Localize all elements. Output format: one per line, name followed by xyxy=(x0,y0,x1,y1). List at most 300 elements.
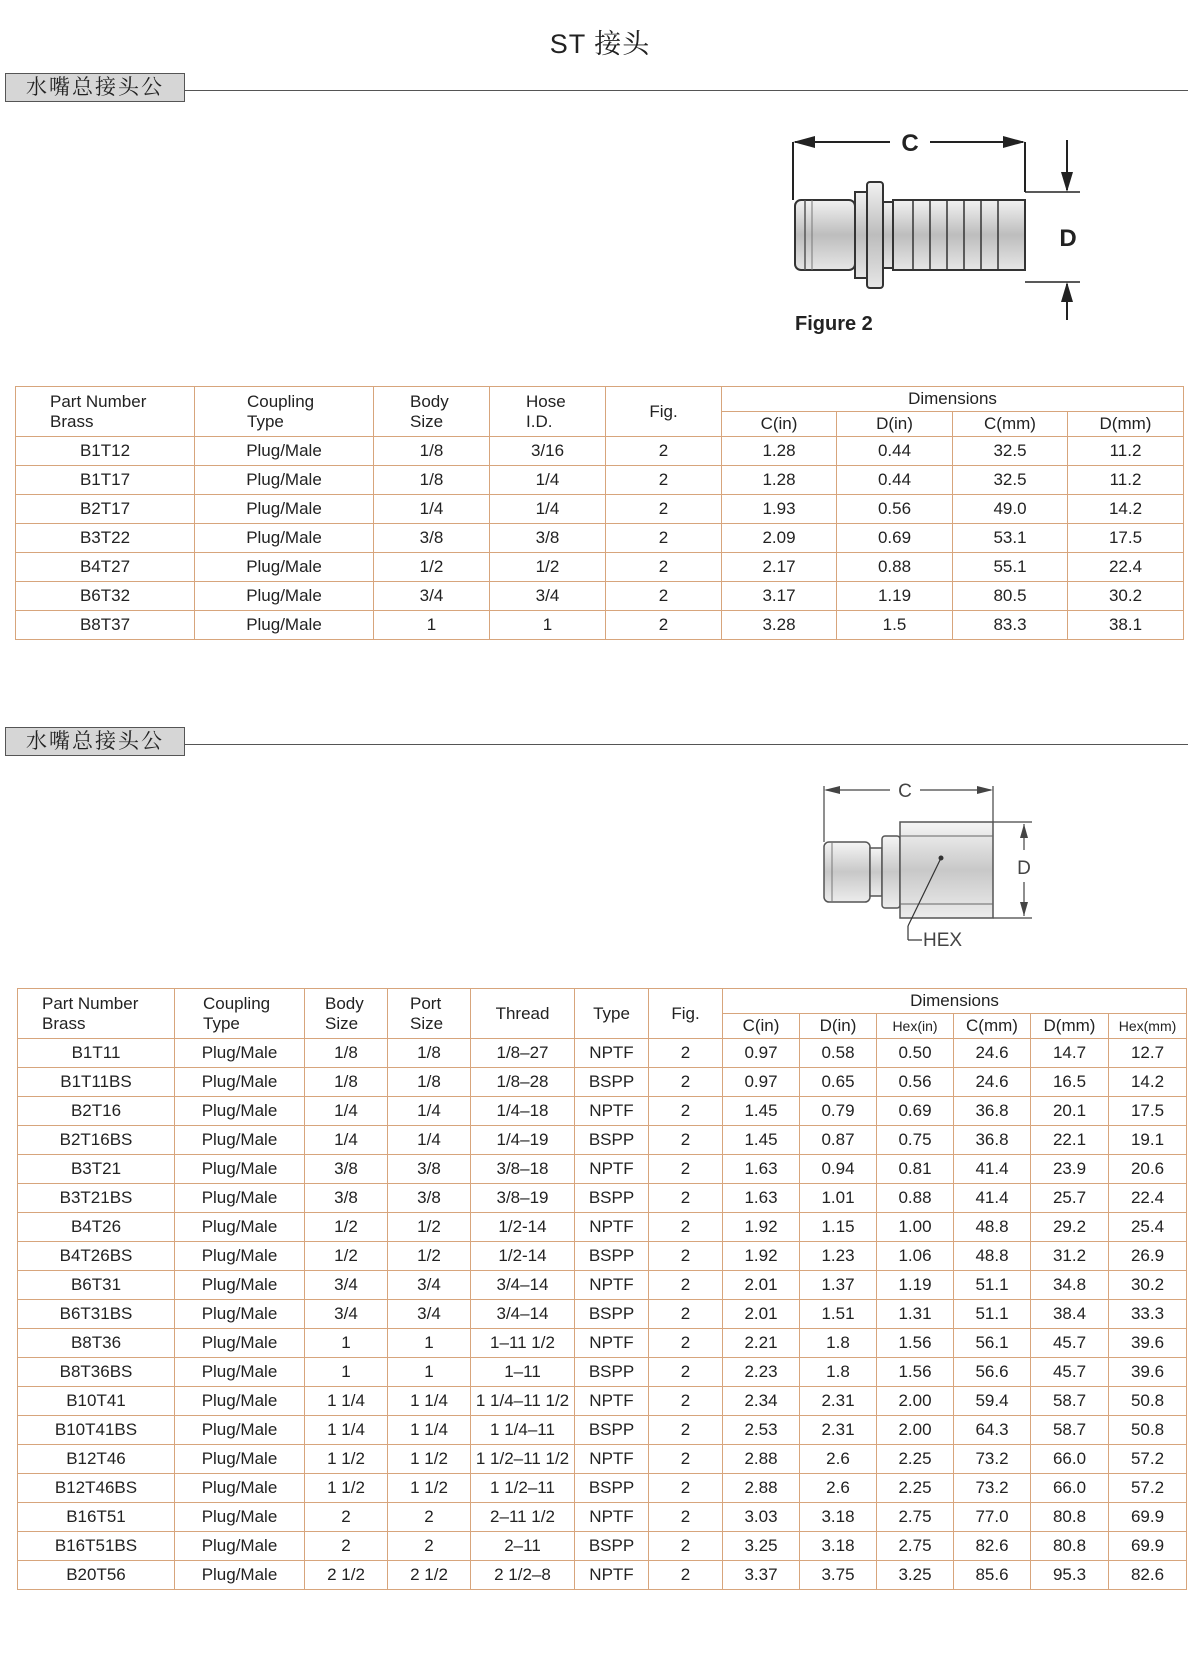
cell-fig: 2 xyxy=(606,611,722,640)
cell-coupling-type: Plug/Male xyxy=(195,582,374,611)
cell-d-mm: 34.8 xyxy=(1031,1271,1109,1300)
spec-table-2 xyxy=(17,988,1187,1590)
cell-part-number: B3T22 xyxy=(16,524,195,553)
cell-c-in: 2.23 xyxy=(723,1358,800,1387)
cell-part-number: B2T17 xyxy=(16,495,195,524)
cell-fig: 2 xyxy=(649,1532,723,1561)
cell-d-mm: 22.1 xyxy=(1031,1126,1109,1155)
cell-coupling-type: Plug/Male xyxy=(175,1068,305,1097)
cell-hex-mm: 12.7 xyxy=(1109,1039,1187,1068)
cell-port-size: 1 1/2 xyxy=(388,1445,471,1474)
cell-coupling-type: Plug/Male xyxy=(175,1387,305,1416)
table-row xyxy=(18,1416,1187,1445)
cell-d-in: 2.31 xyxy=(800,1416,877,1445)
cell-fig: 2 xyxy=(649,1561,723,1590)
cell-d-in: 0.58 xyxy=(800,1039,877,1068)
cell-port-size: 2 1/2 xyxy=(388,1561,471,1590)
cell-d-in: 2.31 xyxy=(800,1387,877,1416)
cell-coupling-type: Plug/Male xyxy=(175,1271,305,1300)
female-port-plug-diagram xyxy=(810,770,1050,960)
cell-thread: 1–11 1/2 xyxy=(471,1329,575,1358)
table-row xyxy=(18,1300,1187,1329)
table-row xyxy=(18,1271,1187,1300)
section-divider-1 xyxy=(185,90,1188,91)
header-coupling-type: Coupling Type xyxy=(175,989,305,1039)
cell-port-size: 1 1/4 xyxy=(388,1416,471,1445)
cell-coupling-type: Plug/Male xyxy=(175,1184,305,1213)
cell-port-size: 1/4 xyxy=(388,1126,471,1155)
cell-part-number: B1T11 xyxy=(18,1039,175,1068)
cell-thread: 1/8–27 xyxy=(471,1039,575,1068)
cell-hex-mm: 25.4 xyxy=(1109,1213,1187,1242)
cell-port-size: 1/2 xyxy=(388,1242,471,1271)
cell-fig: 2 xyxy=(606,582,722,611)
cell-fig: 2 xyxy=(649,1329,723,1358)
cell-c-in: 3.28 xyxy=(722,611,837,640)
cell-thread: 1/2-14 xyxy=(471,1242,575,1271)
cell-d-in: 0.94 xyxy=(800,1155,877,1184)
cell-c-mm: 41.4 xyxy=(954,1155,1031,1184)
cell-fig: 2 xyxy=(606,466,722,495)
cell-coupling-type: Plug/Male xyxy=(195,524,374,553)
cell-thread: 3/8–18 xyxy=(471,1155,575,1184)
cell-fig: 2 xyxy=(649,1097,723,1126)
cell-hex-in: 2.25 xyxy=(877,1445,954,1474)
cell-hose-id: 1/4 xyxy=(490,466,606,495)
cell-hex-in: 0.69 xyxy=(877,1097,954,1126)
cell-c-in: 2.17 xyxy=(722,553,837,582)
figure-2-label-d: D xyxy=(1059,225,1077,252)
cell-port-size: 1/8 xyxy=(388,1039,471,1068)
cell-body-size: 3/8 xyxy=(305,1184,388,1213)
cell-d-in: 2.6 xyxy=(800,1474,877,1503)
cell-hex-in: 2.25 xyxy=(877,1474,954,1503)
header-d-in: D(in) xyxy=(800,1014,877,1039)
cell-hex-mm: 57.2 xyxy=(1109,1474,1187,1503)
cell-type: NPTF xyxy=(575,1097,649,1126)
cell-port-size: 1 xyxy=(388,1358,471,1387)
header-dimensions: Dimensions xyxy=(722,387,1184,412)
cell-d-mm: 95.3 xyxy=(1031,1561,1109,1590)
cell-d-mm: 23.9 xyxy=(1031,1155,1109,1184)
cell-hex-mm: 33.3 xyxy=(1109,1300,1187,1329)
header-type: Type xyxy=(575,989,649,1039)
cell-body-size: 3/8 xyxy=(305,1155,388,1184)
cell-body-size: 1/4 xyxy=(305,1097,388,1126)
cell-thread: 1/8–28 xyxy=(471,1068,575,1097)
table-row xyxy=(16,582,1184,611)
cell-body-size: 1/4 xyxy=(374,495,490,524)
table-row xyxy=(18,1561,1187,1590)
table-row xyxy=(18,1329,1187,1358)
cell-body-size: 1/8 xyxy=(374,437,490,466)
cell-part-number: B6T32 xyxy=(16,582,195,611)
table-row xyxy=(18,1097,1187,1126)
cell-c-mm: 24.6 xyxy=(954,1068,1031,1097)
header-part-number: Part Number Brass xyxy=(18,989,175,1039)
figure-3-label-c: C xyxy=(898,781,912,802)
cell-hex-in: 0.56 xyxy=(877,1068,954,1097)
header-port-size: Port Size xyxy=(388,989,471,1039)
table-row xyxy=(16,611,1184,640)
cell-hex-mm: 14.2 xyxy=(1109,1068,1187,1097)
cell-d-in: 1.37 xyxy=(800,1271,877,1300)
cell-body-size: 1/8 xyxy=(305,1039,388,1068)
section-divider-2 xyxy=(185,744,1188,745)
cell-thread: 3/4–14 xyxy=(471,1300,575,1329)
cell-coupling-type: Plug/Male xyxy=(175,1561,305,1590)
cell-d-in: 0.79 xyxy=(800,1097,877,1126)
figure-2-diagram xyxy=(770,120,1100,350)
cell-c-in: 1.45 xyxy=(723,1097,800,1126)
cell-body-size: 1 1/2 xyxy=(305,1445,388,1474)
cell-part-number: B1T12 xyxy=(16,437,195,466)
cell-c-mm: 85.6 xyxy=(954,1561,1031,1590)
cell-c-mm: 56.1 xyxy=(954,1329,1031,1358)
cell-hex-mm: 22.4 xyxy=(1109,1184,1187,1213)
cell-c-in: 2.21 xyxy=(723,1329,800,1358)
cell-hose-id: 1 xyxy=(490,611,606,640)
female-port-plug-drawing xyxy=(810,770,1050,960)
cell-fig: 2 xyxy=(606,495,722,524)
cell-fig: 2 xyxy=(649,1358,723,1387)
cell-thread: 1 1/4–11 1/2 xyxy=(471,1387,575,1416)
cell-hex-in: 2.75 xyxy=(877,1503,954,1532)
cell-c-in: 1.63 xyxy=(723,1155,800,1184)
cell-c-mm: 36.8 xyxy=(954,1097,1031,1126)
cell-type: NPTF xyxy=(575,1561,649,1590)
cell-d-in: 0.88 xyxy=(837,553,953,582)
cell-c-in: 1.63 xyxy=(723,1184,800,1213)
cell-body-size: 3/4 xyxy=(374,582,490,611)
cell-part-number: B12T46BS xyxy=(18,1474,175,1503)
cell-type: NPTF xyxy=(575,1271,649,1300)
table-row xyxy=(18,1126,1187,1155)
table-row xyxy=(18,1242,1187,1271)
cell-d-in: 1.19 xyxy=(837,582,953,611)
cell-port-size: 1/4 xyxy=(388,1097,471,1126)
table-row xyxy=(18,1184,1187,1213)
cell-c-mm: 51.1 xyxy=(954,1300,1031,1329)
cell-body-size: 2 1/2 xyxy=(305,1561,388,1590)
cell-coupling-type: Plug/Male xyxy=(175,1503,305,1532)
cell-c-mm: 41.4 xyxy=(954,1184,1031,1213)
cell-d-mm: 17.5 xyxy=(1068,524,1184,553)
cell-coupling-type: Plug/Male xyxy=(195,466,374,495)
cell-body-size: 1 xyxy=(374,611,490,640)
cell-d-mm: 29.2 xyxy=(1031,1213,1109,1242)
cell-d-mm: 25.7 xyxy=(1031,1184,1109,1213)
cell-d-in: 1.01 xyxy=(800,1184,877,1213)
table-row xyxy=(18,1155,1187,1184)
cell-d-in: 0.44 xyxy=(837,466,953,495)
cell-fig: 2 xyxy=(649,1271,723,1300)
cell-body-size: 1/2 xyxy=(374,553,490,582)
cell-part-number: B3T21BS xyxy=(18,1184,175,1213)
cell-fig: 2 xyxy=(606,524,722,553)
cell-d-in: 3.75 xyxy=(800,1561,877,1590)
cell-body-size: 3/4 xyxy=(305,1300,388,1329)
cell-d-mm: 11.2 xyxy=(1068,437,1184,466)
header-d-mm: D(mm) xyxy=(1031,1014,1109,1039)
cell-type: BSPP xyxy=(575,1242,649,1271)
cell-c-mm: 53.1 xyxy=(953,524,1068,553)
cell-part-number: B6T31BS xyxy=(18,1300,175,1329)
cell-hex-mm: 19.1 xyxy=(1109,1126,1187,1155)
cell-d-mm: 80.8 xyxy=(1031,1503,1109,1532)
page-title: ST 接头 xyxy=(549,29,651,59)
cell-c-mm: 73.2 xyxy=(954,1445,1031,1474)
cell-hex-in: 1.00 xyxy=(877,1213,954,1242)
cell-hex-mm: 39.6 xyxy=(1109,1358,1187,1387)
cell-hex-in: 3.25 xyxy=(877,1561,954,1590)
header-body-size: Body Size xyxy=(374,387,490,437)
header-c-in: C(in) xyxy=(722,412,837,437)
cell-type: BSPP xyxy=(575,1532,649,1561)
cell-d-in: 2.6 xyxy=(800,1445,877,1474)
cell-c-in: 2.53 xyxy=(723,1416,800,1445)
cell-fig: 2 xyxy=(649,1503,723,1532)
cell-thread: 1 1/2–11 1/2 xyxy=(471,1445,575,1474)
cell-part-number: B1T17 xyxy=(16,466,195,495)
cell-port-size: 3/4 xyxy=(388,1300,471,1329)
cell-fig: 2 xyxy=(649,1213,723,1242)
cell-body-size: 1 1/4 xyxy=(305,1416,388,1445)
cell-fig: 2 xyxy=(649,1474,723,1503)
cell-part-number: B16T51BS xyxy=(18,1532,175,1561)
cell-part-number: B1T11BS xyxy=(18,1068,175,1097)
cell-body-size: 2 xyxy=(305,1532,388,1561)
cell-port-size: 1 1/4 xyxy=(388,1387,471,1416)
cell-c-in: 2.01 xyxy=(723,1300,800,1329)
cell-c-mm: 48.8 xyxy=(954,1213,1031,1242)
cell-d-in: 1.5 xyxy=(837,611,953,640)
cell-thread: 1 1/2–11 xyxy=(471,1474,575,1503)
header-d-in: D(in) xyxy=(837,412,953,437)
cell-c-in: 2.88 xyxy=(723,1474,800,1503)
cell-thread: 2–11 xyxy=(471,1532,575,1561)
cell-body-size: 1/2 xyxy=(305,1242,388,1271)
header-thread: Thread xyxy=(471,989,575,1039)
cell-c-in: 2.09 xyxy=(722,524,837,553)
cell-thread: 1/4–19 xyxy=(471,1126,575,1155)
cell-part-number: B2T16BS xyxy=(18,1126,175,1155)
hose-barb-plug-drawing xyxy=(770,120,1100,350)
header-hex-in: Hex(in) xyxy=(877,1014,954,1039)
cell-d-mm: 45.7 xyxy=(1031,1329,1109,1358)
header-body-size: Body Size xyxy=(305,989,388,1039)
cell-c-mm: 82.6 xyxy=(954,1532,1031,1561)
cell-c-mm: 48.8 xyxy=(954,1242,1031,1271)
cell-thread: 2–11 1/2 xyxy=(471,1503,575,1532)
cell-fig: 2 xyxy=(649,1445,723,1474)
cell-d-in: 1.15 xyxy=(800,1213,877,1242)
cell-d-mm: 20.1 xyxy=(1031,1097,1109,1126)
cell-d-mm: 58.7 xyxy=(1031,1416,1109,1445)
cell-coupling-type: Plug/Male xyxy=(175,1126,305,1155)
cell-hex-in: 0.75 xyxy=(877,1126,954,1155)
table-row xyxy=(16,553,1184,582)
cell-part-number: B12T46 xyxy=(18,1445,175,1474)
cell-body-size: 1/8 xyxy=(305,1068,388,1097)
cell-port-size: 3/4 xyxy=(388,1271,471,1300)
cell-hose-id: 1/4 xyxy=(490,495,606,524)
cell-coupling-type: Plug/Male xyxy=(195,437,374,466)
cell-d-in: 1.8 xyxy=(800,1358,877,1387)
cell-thread: 1 1/4–11 xyxy=(471,1416,575,1445)
cell-hex-in: 0.50 xyxy=(877,1039,954,1068)
cell-c-mm: 36.8 xyxy=(954,1126,1031,1155)
cell-c-mm: 55.1 xyxy=(953,553,1068,582)
cell-body-size: 1 1/2 xyxy=(305,1474,388,1503)
cell-hose-id: 3/8 xyxy=(490,524,606,553)
cell-d-mm: 11.2 xyxy=(1068,466,1184,495)
cell-port-size: 1 xyxy=(388,1329,471,1358)
figure-2-label-c: C xyxy=(901,130,919,157)
header-part-number: Part Number Brass xyxy=(16,387,195,437)
cell-d-mm: 30.2 xyxy=(1068,582,1184,611)
cell-c-mm: 80.5 xyxy=(953,582,1068,611)
cell-thread: 2 1/2–8 xyxy=(471,1561,575,1590)
cell-part-number: B6T31 xyxy=(18,1271,175,1300)
cell-fig: 2 xyxy=(649,1039,723,1068)
cell-thread: 1/4–18 xyxy=(471,1097,575,1126)
cell-fig: 2 xyxy=(649,1126,723,1155)
cell-c-mm: 49.0 xyxy=(953,495,1068,524)
cell-d-mm: 22.4 xyxy=(1068,553,1184,582)
cell-coupling-type: Plug/Male xyxy=(175,1039,305,1068)
header-dimensions: Dimensions xyxy=(723,989,1187,1014)
cell-c-mm: 51.1 xyxy=(954,1271,1031,1300)
cell-hex-mm: 17.5 xyxy=(1109,1097,1187,1126)
header-coupling-type: Coupling Type xyxy=(195,387,374,437)
cell-type: BSPP xyxy=(575,1126,649,1155)
cell-d-in: 3.18 xyxy=(800,1503,877,1532)
header-c-mm: C(mm) xyxy=(954,1014,1031,1039)
header-d-mm: D(mm) xyxy=(1068,412,1184,437)
table-row xyxy=(18,1387,1187,1416)
cell-d-mm: 16.5 xyxy=(1031,1068,1109,1097)
cell-part-number: B8T37 xyxy=(16,611,195,640)
cell-part-number: B20T56 xyxy=(18,1561,175,1590)
cell-c-in: 3.25 xyxy=(723,1532,800,1561)
cell-hex-in: 2.00 xyxy=(877,1387,954,1416)
cell-hex-mm: 57.2 xyxy=(1109,1445,1187,1474)
table-row xyxy=(18,1213,1187,1242)
cell-d-in: 1.51 xyxy=(800,1300,877,1329)
cell-port-size: 2 xyxy=(388,1532,471,1561)
cell-part-number: B4T26 xyxy=(18,1213,175,1242)
cell-c-in: 0.97 xyxy=(723,1039,800,1068)
cell-thread: 3/8–19 xyxy=(471,1184,575,1213)
cell-fig: 2 xyxy=(649,1300,723,1329)
cell-fig: 2 xyxy=(649,1184,723,1213)
cell-part-number: B3T21 xyxy=(18,1155,175,1184)
cell-d-in: 3.18 xyxy=(800,1532,877,1561)
cell-thread: 3/4–14 xyxy=(471,1271,575,1300)
cell-fig: 2 xyxy=(649,1155,723,1184)
cell-port-size: 2 xyxy=(388,1503,471,1532)
cell-c-mm: 59.4 xyxy=(954,1387,1031,1416)
cell-part-number: B16T51 xyxy=(18,1503,175,1532)
cell-type: NPTF xyxy=(575,1445,649,1474)
cell-coupling-type: Plug/Male xyxy=(175,1213,305,1242)
cell-hose-id: 3/16 xyxy=(490,437,606,466)
cell-hex-in: 0.81 xyxy=(877,1155,954,1184)
cell-c-in: 3.03 xyxy=(723,1503,800,1532)
cell-d-in: 0.69 xyxy=(837,524,953,553)
cell-hex-in: 1.19 xyxy=(877,1271,954,1300)
cell-c-mm: 24.6 xyxy=(954,1039,1031,1068)
table-row xyxy=(16,495,1184,524)
header-hex-mm: Hex(mm) xyxy=(1109,1014,1187,1039)
cell-hex-mm: 69.9 xyxy=(1109,1503,1187,1532)
cell-d-in: 0.87 xyxy=(800,1126,877,1155)
cell-port-size: 1/8 xyxy=(388,1068,471,1097)
cell-thread: 1–11 xyxy=(471,1358,575,1387)
figure-2-caption: Figure 2 xyxy=(795,313,873,335)
cell-type: NPTF xyxy=(575,1039,649,1068)
cell-hex-mm: 69.9 xyxy=(1109,1532,1187,1561)
cell-part-number: B8T36BS xyxy=(18,1358,175,1387)
cell-hose-id: 1/2 xyxy=(490,553,606,582)
cell-c-mm: 56.6 xyxy=(954,1358,1031,1387)
cell-d-in: 0.56 xyxy=(837,495,953,524)
cell-d-mm: 66.0 xyxy=(1031,1445,1109,1474)
cell-c-in: 3.37 xyxy=(723,1561,800,1590)
spec-table-1 xyxy=(15,386,1184,640)
cell-type: BSPP xyxy=(575,1068,649,1097)
cell-coupling-type: Plug/Male xyxy=(175,1300,305,1329)
cell-fig: 2 xyxy=(649,1387,723,1416)
cell-c-mm: 83.3 xyxy=(953,611,1068,640)
cell-d-in: 0.65 xyxy=(800,1068,877,1097)
cell-hex-mm: 30.2 xyxy=(1109,1271,1187,1300)
table-row xyxy=(18,1445,1187,1474)
cell-d-mm: 31.2 xyxy=(1031,1242,1109,1271)
cell-part-number: B10T41 xyxy=(18,1387,175,1416)
cell-type: NPTF xyxy=(575,1213,649,1242)
cell-body-size: 1/2 xyxy=(305,1213,388,1242)
cell-c-in: 2.01 xyxy=(723,1271,800,1300)
cell-c-mm: 73.2 xyxy=(954,1474,1031,1503)
cell-type: NPTF xyxy=(575,1155,649,1184)
cell-c-in: 1.92 xyxy=(723,1242,800,1271)
cell-c-in: 1.45 xyxy=(723,1126,800,1155)
table-row xyxy=(18,1532,1187,1561)
cell-hex-in: 2.00 xyxy=(877,1416,954,1445)
table-row xyxy=(16,437,1184,466)
cell-d-mm: 14.7 xyxy=(1031,1039,1109,1068)
cell-hex-mm: 50.8 xyxy=(1109,1416,1187,1445)
cell-c-in: 2.34 xyxy=(723,1387,800,1416)
table-row xyxy=(18,1068,1187,1097)
cell-c-mm: 77.0 xyxy=(954,1503,1031,1532)
cell-body-size: 1 1/4 xyxy=(305,1387,388,1416)
cell-port-size: 1/2 xyxy=(388,1213,471,1242)
cell-c-in: 2.88 xyxy=(723,1445,800,1474)
table-row xyxy=(18,1474,1187,1503)
cell-hex-in: 1.31 xyxy=(877,1300,954,1329)
header-fig: Fig. xyxy=(606,387,722,437)
cell-part-number: B4T27 xyxy=(16,553,195,582)
cell-coupling-type: Plug/Male xyxy=(175,1445,305,1474)
cell-type: BSPP xyxy=(575,1358,649,1387)
cell-c-in: 1.28 xyxy=(722,466,837,495)
table-row xyxy=(16,524,1184,553)
cell-coupling-type: Plug/Male xyxy=(175,1532,305,1561)
cell-port-size: 1 1/2 xyxy=(388,1474,471,1503)
